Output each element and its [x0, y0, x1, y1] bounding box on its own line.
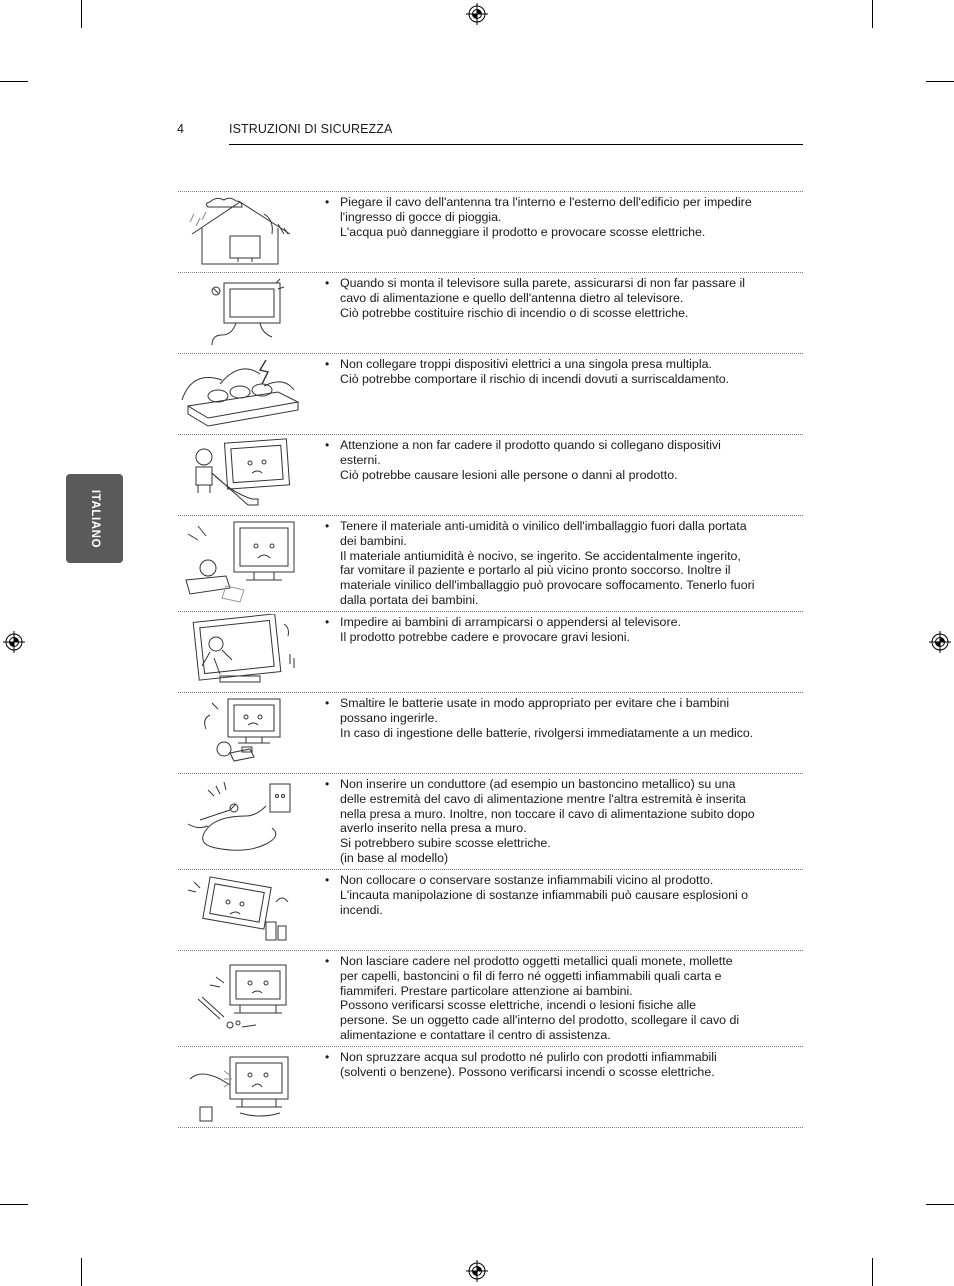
item-line: Il prodotto potrebbe cadere e provocare gravi lesioni. [340, 629, 630, 644]
item-text [325, 195, 788, 239]
item-text [325, 777, 788, 866]
bullet: • [325, 276, 330, 290]
item-line: incendi. [340, 902, 383, 917]
registration-mark-icon [466, 3, 488, 25]
item-line: alimentazione e contattare il centro di assistenza. [340, 1027, 611, 1042]
item-text [325, 438, 788, 482]
item-line: Non lasciare cadere nel prodotto oggetti metallici quali monete, mollette [340, 954, 733, 968]
crop-mark [81, 1258, 82, 1286]
language-tab [66, 474, 123, 563]
bullet: • [325, 1050, 330, 1064]
bullet: • [325, 696, 330, 710]
wall-mounted-tv-cables-icon [180, 275, 300, 351]
item-line: dei bambini. [340, 533, 407, 548]
crop-mark [926, 81, 954, 82]
item-text [325, 1050, 788, 1080]
item-line: L'acqua può danneggiare il prodotto e provocare scosse elettriche. [340, 224, 706, 239]
bullet: • [325, 195, 330, 209]
page-number: 4 [177, 122, 184, 136]
item-text [325, 519, 788, 608]
section-title: ISTRUZIONI DI SICUREZZA [229, 122, 393, 136]
item-line: l'ingresso di gocce di pioggia. [340, 209, 502, 224]
bullet: • [325, 873, 330, 887]
item-line: Ciò potrebbe causare lesioni alle persone o danni al prodotto. [340, 467, 678, 482]
flammable-substances-icon [180, 872, 300, 948]
bullet: • [325, 438, 330, 452]
registration-mark-icon [929, 631, 951, 653]
item-line: dalla portata dei bambini. [340, 592, 479, 607]
item-line: Impedire ai bambini di arrampicarsi o appendersi al televisore. [340, 615, 681, 629]
item-line: Ciò potrebbe comportare il rischio di incendi dovuti a surriscaldamento. [340, 371, 730, 386]
bullet: • [325, 615, 330, 629]
item-line: persone. Se un oggetto cade all'interno del prodotto, scollegare il cavo di [340, 1013, 740, 1028]
list-item [178, 273, 803, 354]
item-line: Possono verificarsi scosse elettriche, incendi o lesioni fisiche alle [340, 998, 697, 1013]
antenna-house-rain-icon [180, 194, 300, 270]
bullet: • [325, 777, 330, 791]
list-item [178, 870, 803, 951]
item-line: Ciò potrebbe costituire rischio di incendio o di scosse elettriche. [340, 305, 689, 320]
item-text [325, 357, 788, 387]
item-line: Non spruzzare acqua sul prodotto né pulirlo con prodotti infiammabili [340, 1050, 717, 1064]
crop-mark [926, 1204, 954, 1205]
bullet: • [325, 519, 330, 533]
item-line: Piegare il cavo dell'antenna tra l'interno e l'esterno dell'edificio per impedire [340, 195, 752, 209]
metal-objects-tv-icon [180, 953, 300, 1039]
item-line: L'incauta manipolazione di sostanze infiammabili può causare esplosioni o [340, 887, 749, 902]
item-text [325, 696, 788, 740]
list-item [178, 1047, 803, 1128]
item-line: nella presa a muro. Inoltre, non toccare il cavo di alimentazione subito dopo [340, 806, 755, 821]
list-item [178, 693, 803, 774]
crop-mark [0, 1204, 28, 1205]
crop-mark [872, 0, 873, 28]
item-line: materiale vinilico dell'imballaggio può provocare soffocamento. Tenerlo fuori [340, 578, 755, 593]
item-line: Non collocare o conservare sostanze infiammabili vicino al prodotto. [340, 873, 714, 887]
item-line: Smaltire le batterie usate in modo appropriato per evitare che i bambini [340, 696, 730, 710]
registration-mark-icon [466, 1260, 488, 1282]
item-line: In caso di ingestione delle batterie, rivolgersi immediatamente a un medico. [340, 725, 754, 740]
crop-mark [0, 81, 28, 82]
item-line: Attenzione a non far cadere il prodotto quando si collegano dispositivi [340, 438, 721, 452]
item-line: Tenere il materiale anti-umidità o vinilico dell'imballaggio fuori dalla portata [340, 519, 747, 533]
item-line: per capelli, bastoncini o fil di ferro né oggetti infiammabili quali carta e [340, 968, 722, 983]
item-line: esterni. [340, 452, 381, 467]
item-line: Quando si monta il televisore sulla parete, assicurarsi di non far passare il [340, 276, 745, 290]
crop-mark [81, 0, 82, 28]
item-line: Il materiale antiumidità è nocivo, se ingerito. Se accidentalmente ingerito, [340, 548, 741, 563]
item-line: Non inserire un conduttore (ad esempio un bastoncino metallico) su una [340, 777, 736, 791]
item-line: far vomitare il paziente e portarlo al più vicino pronto soccorso. Inoltre il [340, 563, 731, 578]
item-line: cavo di alimentazione e quello dell'antenna dietro al televisore. [340, 290, 684, 305]
item-line: (solventi o benzene). Possono verificarsi incendi o scosse elettriche. [340, 1064, 715, 1079]
item-text [325, 873, 788, 917]
crop-mark [872, 1258, 873, 1286]
list-item [178, 192, 803, 273]
list-item [178, 354, 803, 435]
spray-water-tv-icon [180, 1049, 300, 1125]
list-item [178, 516, 803, 612]
overloaded-power-strip-icon [180, 356, 300, 432]
battery-child-icon [180, 695, 300, 771]
item-line: possano ingerirle. [340, 710, 438, 725]
language-tab-label: ITALIANO [88, 489, 101, 548]
item-text [325, 954, 788, 1043]
safety-list [178, 191, 803, 1128]
registration-mark-icon [3, 631, 25, 653]
item-line: fiammiferi. Prestare particolare attenzione ai bambini. [340, 983, 633, 998]
item-line: Non collegare troppi dispositivi elettrici a una singola presa multipla. [340, 357, 712, 371]
item-line: averlo inserito nella presa a muro. [340, 821, 527, 836]
bullet: • [325, 357, 330, 371]
list-item [178, 951, 803, 1047]
packaging-child-icon [180, 518, 300, 604]
item-text [325, 615, 788, 645]
item-line: delle estremità del cavo di alimentazione mentre l'altra estremità è inserita [340, 791, 746, 806]
list-item [178, 435, 803, 516]
item-text [325, 276, 788, 320]
list-item [178, 774, 803, 870]
metal-rod-outlet-icon [180, 776, 300, 862]
bullet: • [325, 954, 330, 968]
child-climbing-tv-icon [180, 614, 300, 690]
falling-tv-child-icon [180, 437, 300, 513]
header-divider [229, 144, 803, 145]
item-line: (in base al modello) [340, 850, 449, 865]
list-item [178, 612, 803, 693]
item-line: Si potrebbero subire scosse elettriche. [340, 836, 551, 851]
